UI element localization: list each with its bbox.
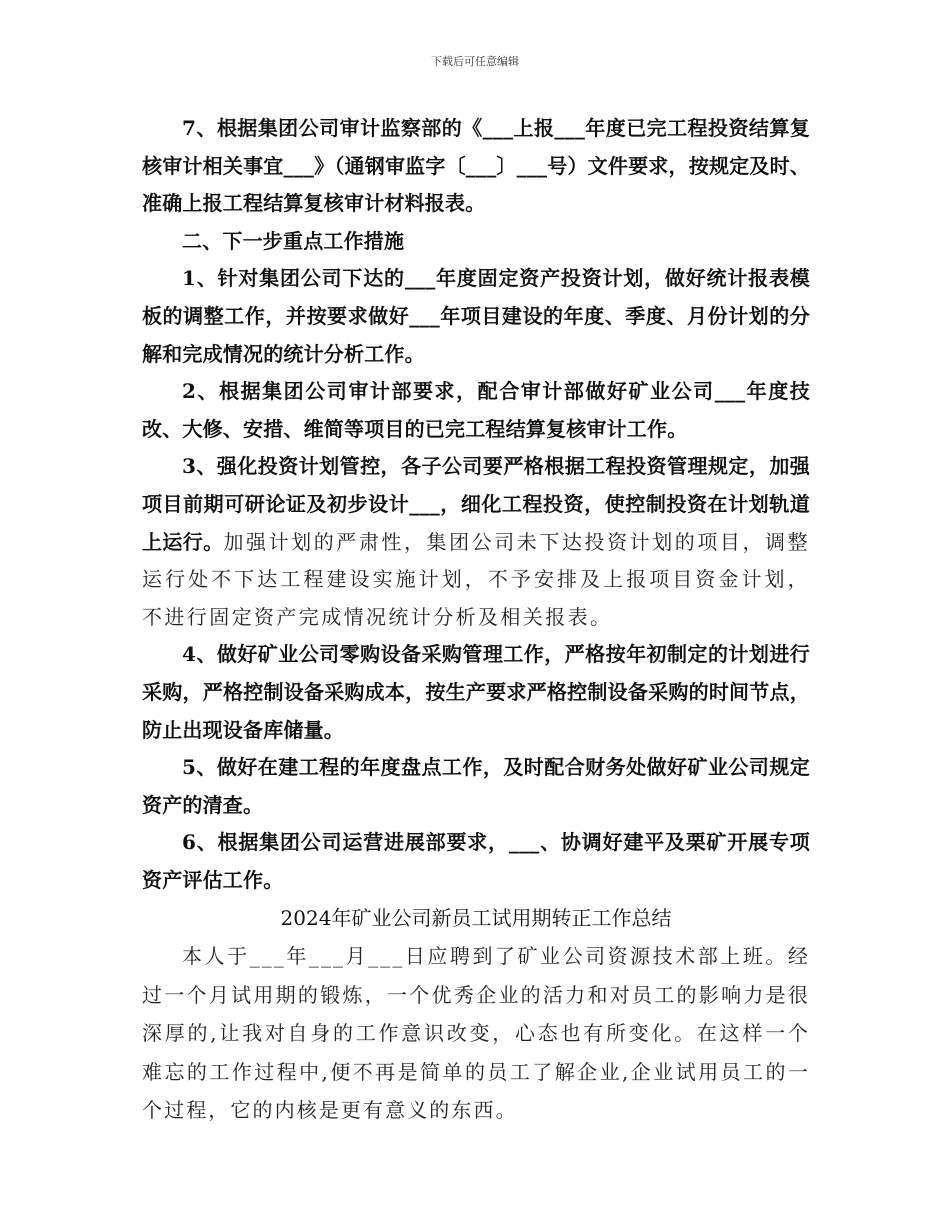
- summary-title: 2024年矿业公司新员工试用期转正工作总结: [280, 906, 672, 931]
- document-body: [142, 110, 810, 1130]
- measure-item-3: [142, 448, 810, 636]
- measure-item-2: 2、根据集团公司审计部要求，配合审计部做好矿业公司___年度技改、大修、安措、维简等项目的已完工程结算复核审计工作。: [142, 379, 810, 441]
- measure-item-3-plain-text: 加强计划的严肃性，集团公司未下达投资计划的项目，调整运行处不下达工程建设实施计划，不予安排及上报项目资金计划，不进行固定资产完成情况统计分析及相关报表。: [142, 529, 810, 629]
- measure-item-4: 4、做好矿业公司零购设备采购管理工作，严格按年初制定的计划进行采购，严格控制设备采购成本，按生产要求严格控制设备采购的时间节点，防止出现设备库储量。: [142, 642, 810, 742]
- measure-item-3-bold-text: 3、强化投资计划管控，各子公司要严格根据工程投资管理规定，加强项目前期可研论证及初步设计___，细化工程投资，使控制投资在计划轨道上运行。: [142, 454, 810, 554]
- section-heading-next-steps: 二、下一步重点工作措施: [182, 228, 405, 253]
- paragraph-item-7: 7、根据集团公司审计监察部的《___上报___年度已完工程投资结算复核审计相关事宜___》（通钢审监字〔___〕___号）文件要求，按规定及时、准确上报工程结算复核审计材料报表。: [142, 116, 810, 216]
- page-header: 下载后可任意编辑: [431, 55, 519, 68]
- measure-item-5: 5、做好在建工程的年度盘点工作，及时配合财务处做好矿业公司规定资产的清查。: [142, 755, 810, 817]
- measure-item-1: 1、针对集团公司下达的___年度固定资产投资计划，做好统计报表模板的调整工作，并按要求做好___年项目建设的年度、季度、月份计划的分解和完成情况的统计分析工作。: [142, 266, 810, 366]
- summary-paragraph: 本人于___年___月___日应聘到了矿业公司资源技术部上班。经过一个月试用期的锻炼，一个优秀企业的活力和对员工的影响力是很深厚的,让我对自身的工作意识改变，心态也有所变化。在这样一个难忘的工作过程中,便不再是简单的员工了解企业,企业试用员工的一个过程，它的内核是更有意义的东西。: [142, 944, 810, 1123]
- measure-item-6: 6、根据集团公司运营进展部要求，___、协调好建平及栗矿开展专项资产评估工作。: [142, 830, 810, 892]
